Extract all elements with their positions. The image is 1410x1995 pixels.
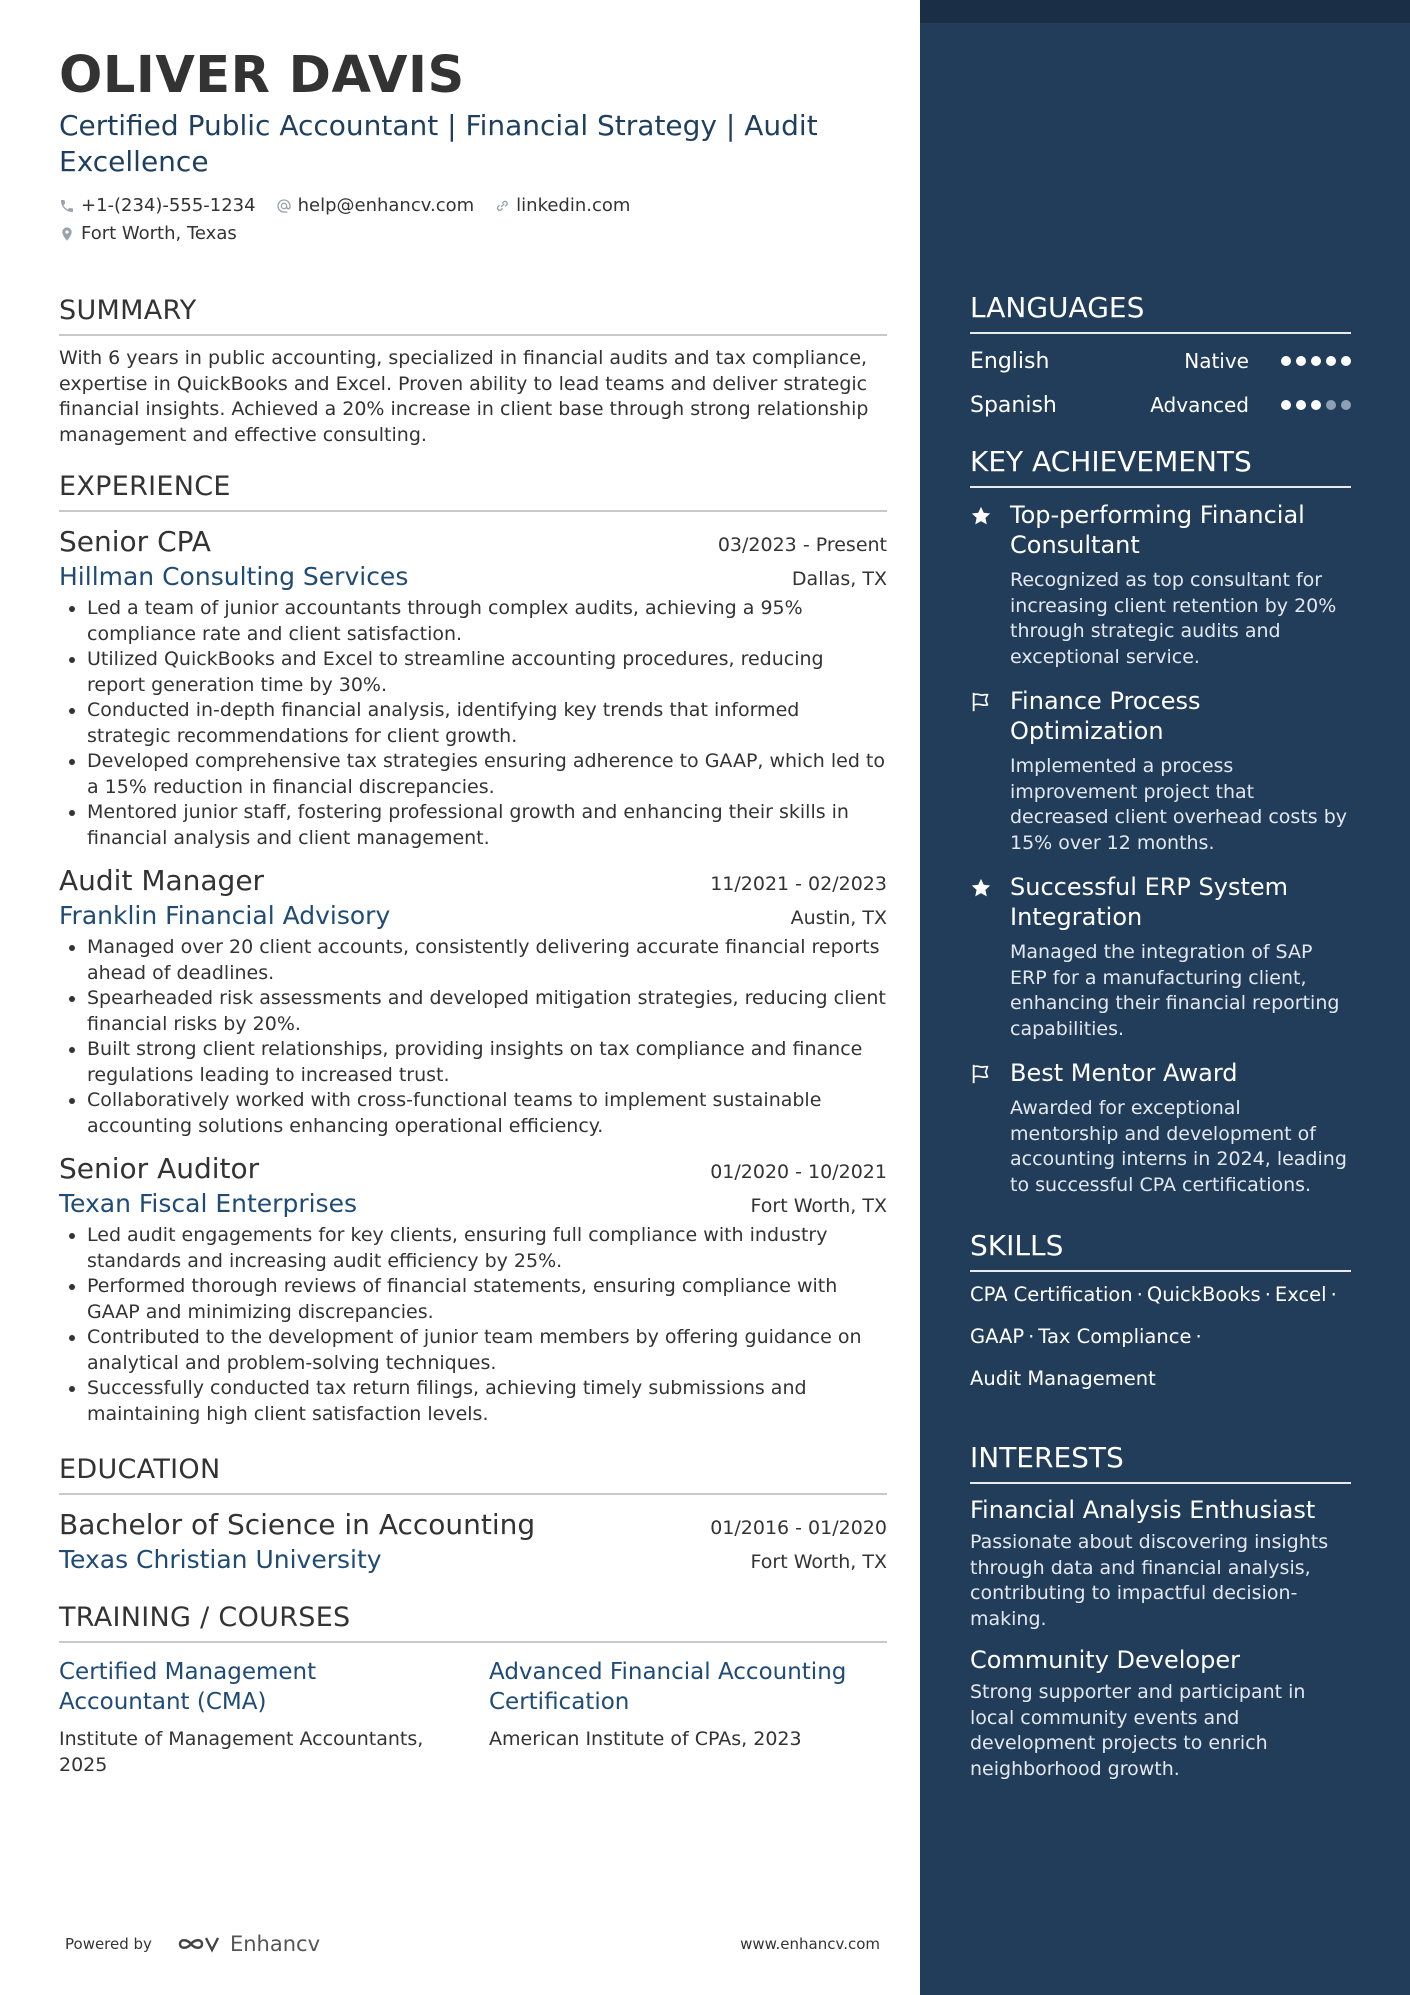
bullet-item: • Built strong client relationships, providing insights on tax compliance and finance regulations leading to increased trust.: [87, 1037, 887, 1088]
skills-title: SKILLS: [970, 1228, 1351, 1272]
sidebar-top-bar: [920, 0, 1410, 23]
job-entry: [59, 524, 887, 851]
interests-title: INTERESTS: [970, 1440, 1351, 1484]
footer: [65, 1932, 880, 1956]
brand-logo[interactable]: [176, 1932, 320, 1956]
achievement-item: [970, 686, 1351, 856]
language-level: Native: [1184, 349, 1249, 373]
location-contact: [59, 220, 237, 248]
job-title: Audit Manager: [59, 864, 265, 897]
experience-section: [59, 470, 887, 1427]
contact-info: [59, 192, 887, 248]
interest-title: Community Developer: [970, 1646, 1240, 1674]
summary-title: SUMMARY: [59, 294, 887, 336]
tagline: Certified Public Accountant | Financial Strategy | Audit Excellence: [59, 109, 818, 178]
bullet-item: • Developed comprehensive tax strategies ensuring adherence to GAAP, which led to a 15% reduction in financial discrepancies.: [87, 749, 887, 800]
achievement-title: Successful ERP System Integration: [1010, 873, 1289, 931]
course-org: Institute of Management Accountants, 2025: [59, 1728, 424, 1776]
bullet-item: • Performed thorough reviews of financial statements, ensuring compliance with GAAP and minimizing discrepancies.: [87, 1274, 887, 1325]
training-section: [59, 1601, 887, 1778]
company-name: Hillman Consulting Services: [59, 562, 409, 591]
language-rating: [1281, 356, 1351, 366]
languages-title: LANGUAGES: [970, 290, 1351, 334]
email-text: help@enhancv.com: [297, 195, 475, 216]
experience-title: EXPERIENCE: [59, 470, 887, 512]
skill-item: Tax Compliance: [1038, 1325, 1192, 1348]
location-pin-icon: [59, 226, 75, 242]
skill-item: Audit Management: [970, 1367, 1156, 1390]
star-icon: [970, 500, 994, 670]
skill-item: CPA Certification: [970, 1283, 1133, 1306]
job-bullets: [59, 935, 887, 1139]
link-icon: [494, 198, 510, 214]
flag-icon: [970, 686, 994, 856]
achievement-item: [970, 1058, 1351, 1198]
school-location: Fort Worth, TX: [750, 1551, 887, 1573]
company-name: Texan Fiscal Enterprises: [59, 1189, 357, 1218]
bullet-item: • Conducted in-depth financial analysis, identifying key trends that informed strategic recommendations for client growth.: [87, 698, 887, 749]
interest-title: Financial Analysis Enthusiast: [970, 1496, 1316, 1524]
achievement-title: Top-performing Financial Consultant: [1010, 501, 1305, 559]
star-icon: [970, 872, 994, 1042]
job-location: Austin, TX: [790, 907, 887, 929]
skill-item: GAAP: [970, 1325, 1025, 1348]
achievement-item: [970, 872, 1351, 1042]
job-location: Fort Worth, TX: [750, 1195, 887, 1217]
course-title: Certified Management Accountant (CMA): [59, 1659, 317, 1715]
skill-item: QuickBooks: [1146, 1283, 1261, 1306]
achievement-desc: Implemented a process improvement project that decreased client overhead costs by 15% over 12 months.: [1010, 755, 1348, 854]
language-level: Advanced: [1150, 393, 1249, 417]
language-name: English: [970, 348, 1050, 374]
interest-desc: Strong supporter and participant in local community events and development projects to enrich neighborhood growth.: [970, 1681, 1306, 1780]
language-item: [970, 388, 1351, 422]
achievements-title: KEY ACHIEVEMENTS: [970, 444, 1351, 488]
bullet-item: • Contributed to the development of junior team members by offering guidance on analytical and problem-solving techniques.: [87, 1325, 887, 1376]
achievement-title: Best Mentor Award: [1010, 1059, 1238, 1087]
job-title: Senior Auditor: [59, 1152, 260, 1185]
phone-text: +1-(234)-555-1234: [81, 195, 256, 216]
linkedin-contact[interactable]: [494, 192, 630, 220]
job-entry: [59, 1151, 887, 1427]
achievement-desc: Awarded for exceptional mentorship and development of accounting interns in 2024, leading to successful CPA certifications.: [1010, 1097, 1347, 1196]
sidebar: [920, 0, 1410, 1995]
interest-item: [970, 1494, 1351, 1632]
course-entry: [489, 1657, 879, 1778]
course-title: Advanced Financial Accounting Certification: [489, 1659, 847, 1715]
summary-section: [59, 294, 887, 448]
skill-item: Excel: [1274, 1283, 1327, 1306]
job-date: 01/2020 - 10/2021: [710, 1161, 887, 1183]
job-date: 11/2021 - 02/2023: [710, 873, 887, 895]
job-date: 03/2023 - Present: [717, 534, 887, 556]
linkedin-text: linkedin.com: [516, 195, 631, 216]
email-contact[interactable]: [276, 192, 475, 220]
bullet-item: • Utilized QuickBooks and Excel to streamline accounting procedures, reducing report generation time by 30%.: [87, 647, 887, 698]
bullet-item: • Successfully conducted tax return filings, achieving timely submissions and maintaining high client satisfaction levels.: [87, 1376, 887, 1427]
education-section: [59, 1453, 887, 1577]
education-date: 01/2016 - 01/2020: [710, 1517, 887, 1539]
language-item: [970, 344, 1351, 378]
achievement-title: Finance Process Optimization: [1010, 687, 1201, 745]
course-entry: [59, 1657, 449, 1778]
bullet-item: • Spearheaded risk assessments and developed mitigation strategies, reducing client financial risks by 20%.: [87, 986, 887, 1037]
job-location: Dallas, TX: [791, 568, 887, 590]
location-text: Fort Worth, Texas: [81, 223, 237, 244]
bullet-item: • Mentored junior staff, fostering professional growth and enhancing their skills in financial analysis and client management.: [87, 800, 887, 851]
education-entry: [59, 1507, 887, 1577]
interests-section: [970, 1440, 1351, 1782]
phone-contact[interactable]: [59, 192, 256, 220]
language-name: Spanish: [970, 392, 1057, 418]
summary-text: With 6 years in public accounting, specialized in financial audits and tax compliance, expertise in QuickBooks and Excel. Proven ability to lead teams and deliver strategic financial insights. Achieved a 20% increase in client base through strong relationship management and effective consulting.: [59, 347, 869, 446]
phone-icon: [59, 198, 75, 214]
bullet-item: • Collaboratively worked with cross-functional teams to implement sustainable accounting solutions enhancing operational efficiency.: [87, 1088, 887, 1139]
skills-list: CPA Certification · QuickBooks · Excel · GAAP · Tax Compliance · Audit Management: [970, 1283, 1337, 1390]
bullet-item: • Managed over 20 client accounts, consistently delivering accurate financial reports ahead of deadlines.: [87, 935, 887, 986]
candidate-name: OLIVER DAVIS: [59, 46, 465, 105]
website-link[interactable]: www.enhancv.com: [740, 1935, 880, 1953]
education-title: EDUCATION: [59, 1453, 887, 1495]
job-title: Senior CPA: [59, 525, 211, 558]
course-org: American Institute of CPAs, 2023: [489, 1728, 802, 1750]
achievement-item: [970, 500, 1351, 670]
powered-by-label: Powered by: [65, 1935, 152, 1953]
at-icon: [276, 198, 292, 214]
training-title: TRAINING / COURSES: [59, 1601, 887, 1643]
job-bullets: [59, 596, 887, 851]
school-name: Texas Christian University: [59, 1545, 382, 1574]
bullet-item: • Led audit engagements for key clients, ensuring full compliance with industry standards and increasing audit efficiency by 25%.: [87, 1223, 887, 1274]
degree: Bachelor of Science in Accounting: [59, 1508, 536, 1541]
interest-desc: Passionate about discovering insights through data and financial analysis, contributing to impactful decision-making.: [970, 1531, 1329, 1630]
brand-name: Enhancv: [229, 1932, 320, 1956]
achievement-desc: Managed the integration of SAP ERP for a manufacturing client, enhancing their financial reporting capabilities.: [1010, 941, 1340, 1040]
enhancv-logo-icon: [176, 1932, 222, 1956]
achievement-desc: Recognized as top consultant for increasing client retention by 20% through strategic audits and exceptional service.: [1010, 569, 1337, 668]
skills-section: [970, 1228, 1351, 1400]
languages-section: [970, 290, 1351, 422]
bullet-item: • Led a team of junior accountants through complex audits, achieving a 95% compliance rate and client satisfaction.: [87, 596, 887, 647]
company-name: Franklin Financial Advisory: [59, 901, 391, 930]
language-rating: [1281, 400, 1351, 410]
achievements-section: [970, 444, 1351, 1198]
interest-item: [970, 1644, 1351, 1782]
flag-icon: [970, 1058, 994, 1198]
job-entry: [59, 863, 887, 1139]
job-bullets: [59, 1223, 887, 1427]
